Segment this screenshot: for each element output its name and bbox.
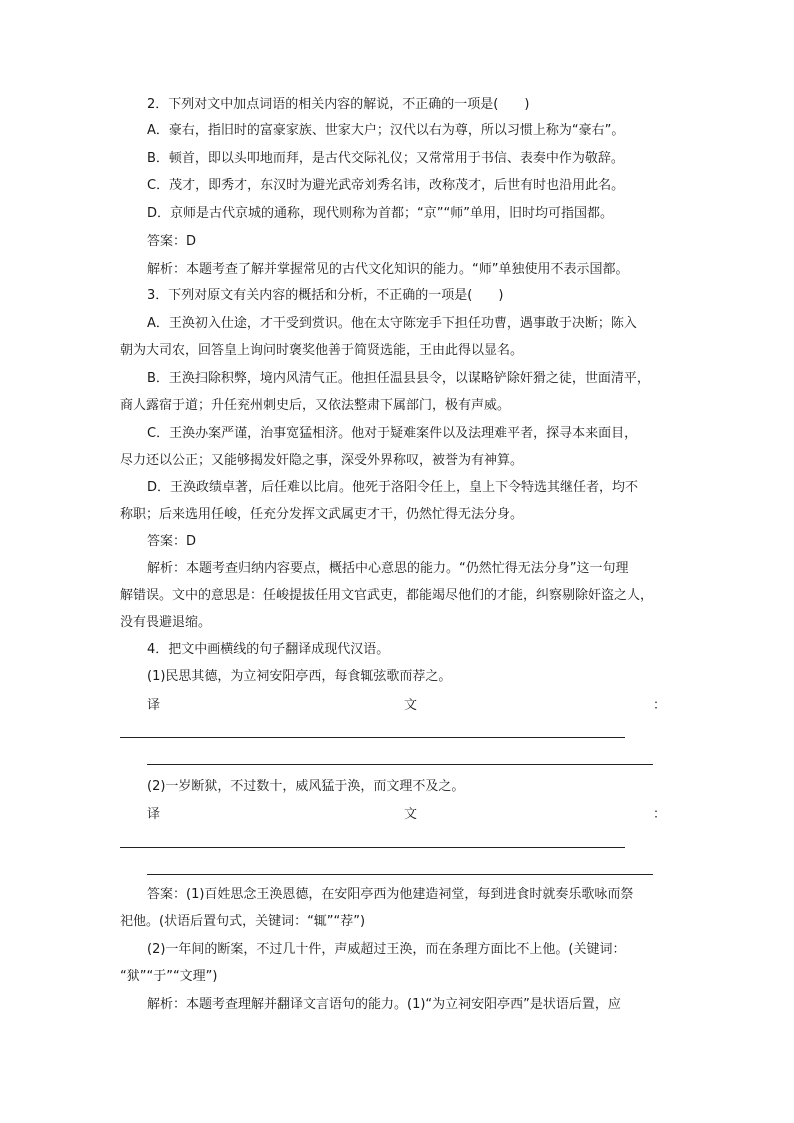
q3-analysis-line1: 解析：本题考查归纳内容要点，概括中心意思的能力。“仍然忙得无法分身”这一句理 <box>147 561 629 576</box>
q3-option-c-line1: C．王涣办案严谨，治事宽猛相济。他对于疑难案件以及法理难平者，探寻本来面目， <box>147 426 638 441</box>
answer-line[interactable] <box>147 764 653 765</box>
q3-option-a-line2: 朝为大司农，回答皇上询问时褒奖他善于简贤选能，王由此得以显名。 <box>120 343 524 358</box>
q4-answer-2-line2: “狱”“于”“文理”) <box>120 969 218 984</box>
q3-option-b-line1: B．王涣扫除积弊，境内风清气正。他担任温县县令，以谋略铲除奸猾之徒，世面清平， <box>147 371 650 386</box>
q2-option-a: A．豪右，指旧时的富豪家族、世家大户；汉代以右为尊，所以习惯上称为“豪右”。 <box>147 123 625 138</box>
label-yi: 译 <box>147 807 161 822</box>
q3-answer: 答案：D <box>147 534 197 549</box>
q4-stem: 4．把文中画横线的句子翻译成现代汉语。 <box>147 642 390 657</box>
q4-answer-2-line1: (2)一年间的断案，不过几十件，声威超过王涣，而在条理方面比不上他。(关键词： <box>147 942 626 957</box>
label-wen: 文 <box>404 807 418 822</box>
answer-line[interactable] <box>120 737 625 738</box>
q3-option-d-line2: 称职；后来选用任峻，任充分发挥文武属吏才干，仍然忙得无法分身。 <box>120 507 524 522</box>
q2-option-c: C．茂才，即秀才，东汉时为避光武帝刘秀名讳，改称茂才，后世有时也沿用此名。 <box>147 178 625 193</box>
q4-answer-1-line2: 祀他。(状语后置句式，关键词：“辄”“荐”) <box>120 914 366 929</box>
q2-option-b: B．顿首，即以头叩地而拜，是古代交际礼仪；又常常用于书信、表奏中作为敬辞。 <box>147 151 624 166</box>
q2-answer: 答案：D <box>147 234 197 249</box>
q4-analysis: 解析：本题考查理解并翻译文言语句的能力。(1)“为立祠安阳亭西”是状语后置，应 <box>147 997 621 1012</box>
q3-stem: 3．下列对原文有关内容的概括和分析，不正确的一项是( ) <box>147 288 504 303</box>
q3-analysis-line3: 没有畏避退缩。 <box>120 615 212 630</box>
q4-sentence-1: (1)民思其德，为立祠安阳亭西，每食辄弦歌而荐之。 <box>147 669 452 684</box>
q3-option-c-line2: 尽力还以公正；又能够揭发奸隐之事，深受外界称叹，被誉为有神算。 <box>120 453 524 468</box>
q3-option-d-line1: D．王涣政绩卓著，后任难以比肩。他死于洛阳令任上，皇上下令特选其继任者，均不 <box>147 480 639 495</box>
label-colon: ： <box>653 698 667 713</box>
answer-line[interactable] <box>147 874 653 875</box>
q4-sentence-2: (2)一岁断狱，不过数十，威风猛于涣，而文理不及之。 <box>147 779 465 794</box>
label-colon: ： <box>653 807 667 822</box>
q3-option-b-line2: 商人露宿于道；升任兖州刺史后，又依法整肃下属部门，极有声威。 <box>120 398 511 413</box>
q3-analysis-line2: 解错误。文中的意思是：任峻提拔任用文官武吏，都能竭尽他们的才能，纠察剔除奸盗之人， <box>120 588 654 603</box>
label-wen: 文 <box>404 698 418 713</box>
answer-line[interactable] <box>120 847 625 848</box>
q2-analysis: 解析：本题考查了解并掌握常见的古代文化知识的能力。“师”单独使用不表示国都。 <box>147 262 629 277</box>
q2-option-d: D．京师是古代京城的通称，现代则称为首都；“京”“师”单用，旧时均可指国都。 <box>147 206 613 221</box>
q3-option-a-line1: A．王涣初入仕途，才干受到赏识。他在太守陈宠手下担任功曹，遇事敢于决断；陈入 <box>147 316 637 331</box>
q2-stem: 2．下列对文中加点词语的相关内容的解说，不正确的一项是( ) <box>147 97 530 112</box>
q4-answer-1-line1: 答案：(1)百姓思念王涣恩德，在安阳亭西为他建造祠堂，每到进食时就奏乐歌咏而祭 <box>147 887 634 902</box>
label-yi: 译 <box>147 698 161 713</box>
